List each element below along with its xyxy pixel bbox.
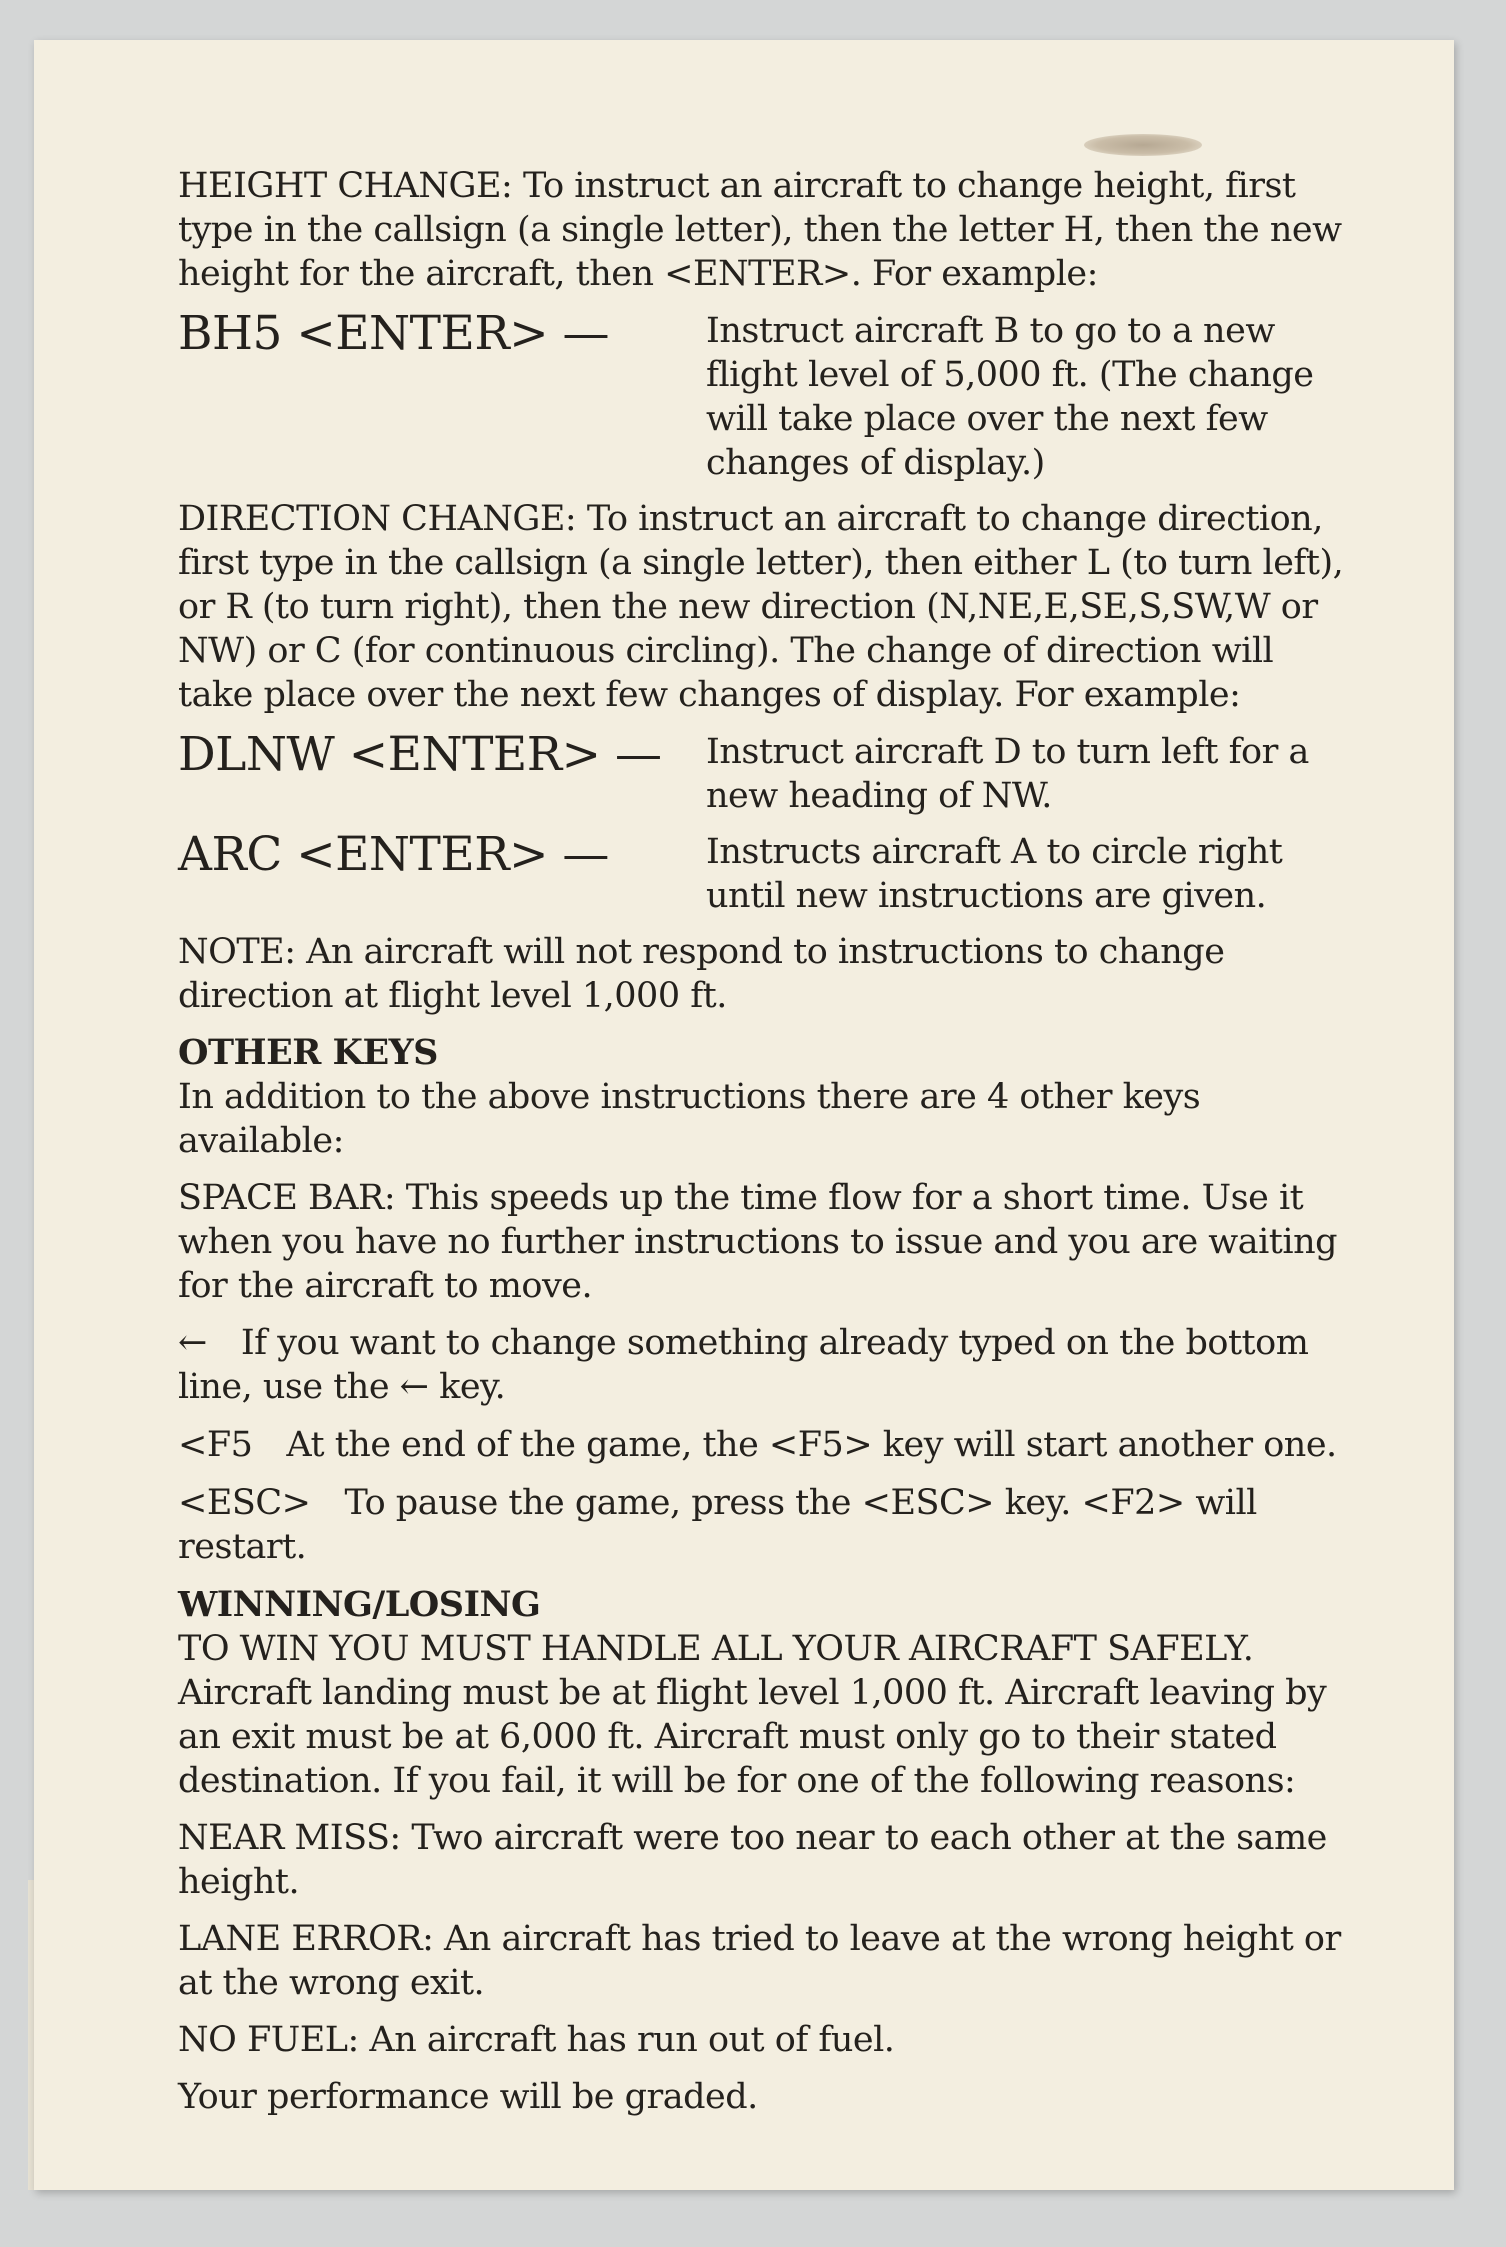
direction-change-example-1 xyxy=(178,727,1358,818)
backspace-key-text: If you want to change something already typed on the bottom line, use the ← key. xyxy=(178,1323,1309,1407)
paper-tear-mark xyxy=(1084,134,1202,156)
backspace-key-row xyxy=(178,1321,1358,1409)
f5-key-text: At the end of the game, the <F5> key will start another one. xyxy=(286,1425,1337,1465)
lane-error-paragraph: LANE ERROR: An aircraft has tried to leave at the wrong height or at the wrong exit. xyxy=(178,1919,1341,2003)
f5-key-label: <F5 xyxy=(178,1425,253,1465)
direction-change-paragraph: DIRECTION CHANGE: To instruct an aircraft to change direction, first type in the callsign (a single letter), then either L (to turn left), or R (to turn right), then the new direction (N,NE,E,SE,S,SW,W or NW) or C (for continuous circling). The change of direction will take place over the next few changes of display. For example: xyxy=(178,499,1344,715)
winning-losing-heading: WINNING/LOSING xyxy=(178,1584,541,1625)
example-command: DLNW <ENTER> — xyxy=(178,727,662,782)
instructions-body xyxy=(178,164,1358,2132)
winning-losing-paragraph: TO WIN YOU MUST HANDLE ALL YOUR AIRCRAFT SAFELY. Aircraft landing must be at flight level 1,000 ft. Aircraft leaving by an exit must be at 6,000 ft. Aircraft must only go to their stated destination. If you fail, it will be for one of the following reasons: xyxy=(178,1629,1327,1801)
other-keys-intro: In addition to the above instructions there are 4 other keys available: xyxy=(178,1077,1201,1161)
f5-key-row xyxy=(178,1423,1358,1467)
direction-change-example-2 xyxy=(178,827,1358,918)
note-paragraph: NOTE: An aircraft will not respond to instructions to change direction at flight level 1,000 ft. xyxy=(178,932,1225,1016)
graded-paragraph: Your performance will be graded. xyxy=(178,2077,758,2117)
no-fuel-paragraph: NO FUEL: An aircraft has run out of fuel. xyxy=(178,2020,895,2060)
space-bar-paragraph: SPACE BAR: This speeds up the time flow for a short time. Use it when you have no further instructions to issue and you are waiting for the aircraft to move. xyxy=(178,1178,1338,1306)
near-miss-paragraph: NEAR MISS: Two aircraft were too near to each other at the same height. xyxy=(178,1818,1327,1902)
example-command: BH5 <ENTER> — xyxy=(178,306,610,361)
example-command: ARC <ENTER> — xyxy=(178,827,609,882)
backspace-arrow-icon: ← xyxy=(178,1323,207,1363)
esc-key-row xyxy=(178,1481,1358,1569)
height-change-example xyxy=(178,306,1358,485)
example-description: Instruct aircraft D to turn left for a new heading of NW. xyxy=(706,732,1309,816)
esc-key-text: To pause the game, press the <ESC> key. <F2> will restart. xyxy=(178,1483,1257,1567)
example-description: Instruct aircraft B to go to a new flight level of 5,000 ft. (The change will take place over the next few changes of display.) xyxy=(706,311,1314,483)
other-keys-heading: OTHER KEYS xyxy=(178,1032,438,1073)
esc-key-label: <ESC> xyxy=(178,1483,311,1523)
example-description: Instructs aircraft A to circle right until new instructions are given. xyxy=(706,832,1283,916)
height-change-paragraph: HEIGHT CHANGE: To instruct an aircraft to change height, first type in the callsign (a single letter), then the letter H, then the new height for the aircraft, then <ENTER>. For example: xyxy=(178,166,1342,294)
